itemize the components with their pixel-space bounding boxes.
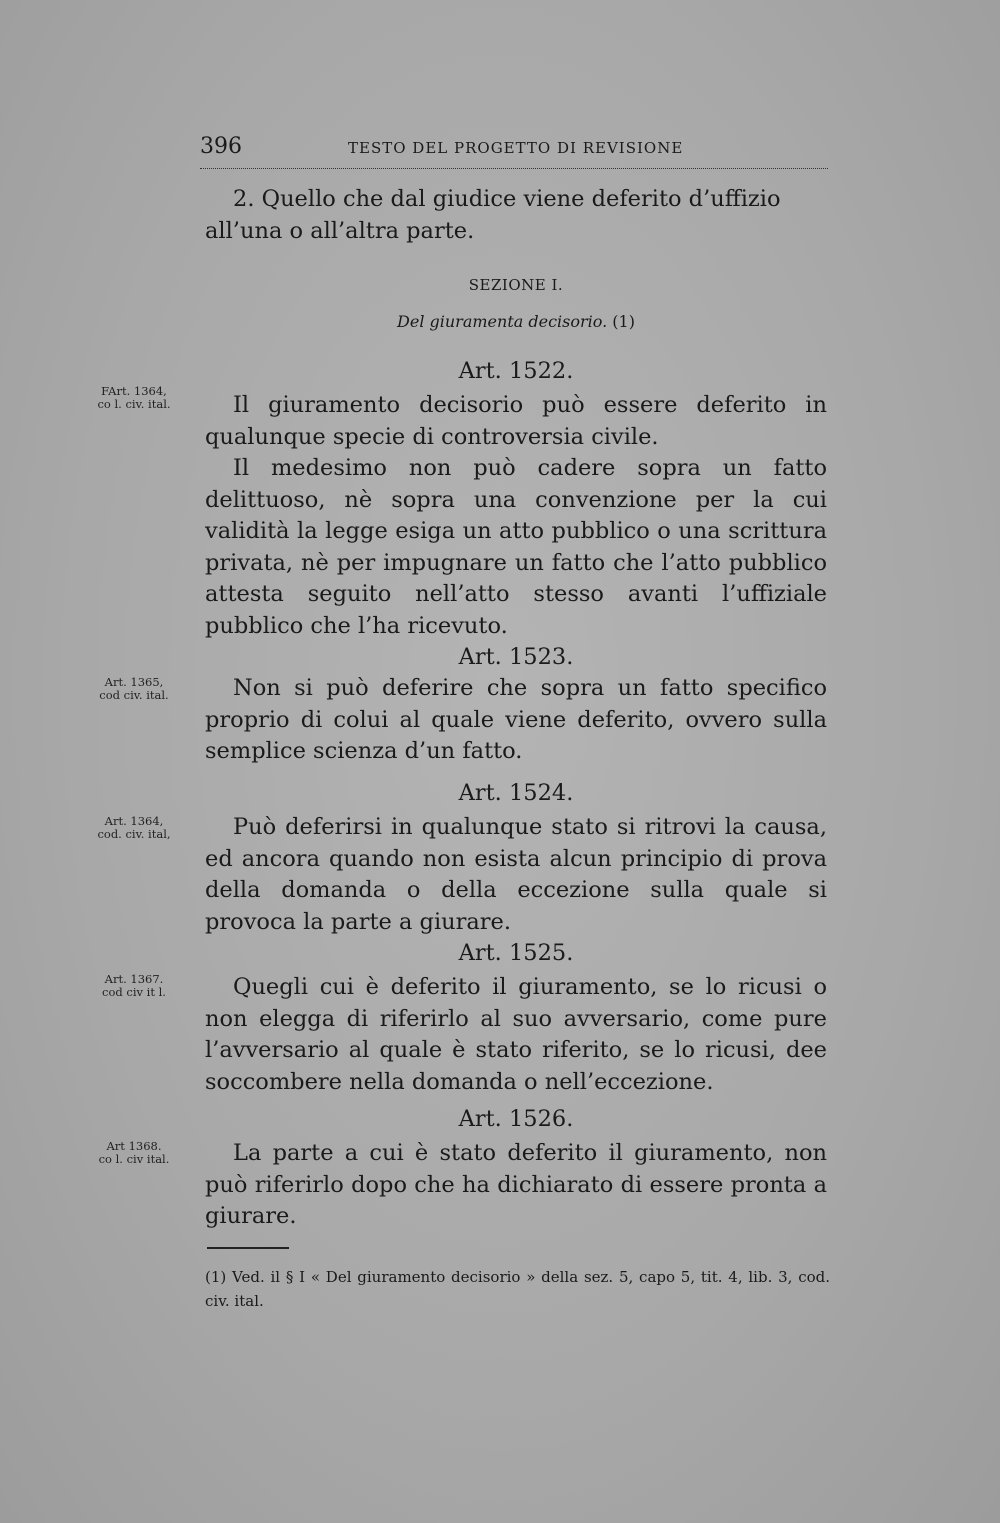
article-heading-1523: Art. 1523.: [458, 644, 574, 670]
paragraph: Può deferirsi in qualunque stato si ritrovi la causa, ed ancora quando non esista alcun principio di prova della domanda o della eccezione sulla quale si provoca la parte a giurare.: [205, 814, 827, 935]
footnote: (1) Ved. il § I « Del giuramento decisorio » della sez. 5, capo 5, tit. 4, lib. 3, cod. civ. ital.: [205, 1268, 830, 1310]
running-title: TESTO DEL PROGETTO DI REVISIONE: [348, 139, 684, 157]
margin-note-line: FArt. 1364,: [101, 384, 167, 398]
paragraph: Il medesimo non può cadere sopra un fatto delittuoso, nè sopra una convenzione per la cui validità la legge esiga un atto pubblico o una scrittura privata, nè per impugnare un fatto che l’atto pubblico attesta seguito nell’atto stesso avanti l’uffiziale pubblico che l’ha ricevuto.: [205, 455, 827, 639]
paragraph: La parte a cui è stato deferito il giuramento, non può riferirlo dopo che ha dichiarato di essere pronta a giurare.: [205, 1140, 827, 1229]
footnote-ref: (1): [612, 312, 635, 331]
section-subtitle-text: Del giuramenta decisorio.: [397, 312, 608, 331]
footnote-rule: [207, 1247, 289, 1249]
paragraph: Il giuramento decisorio può essere deferito in qualunque specie di controversia civile.: [205, 392, 827, 450]
intro-line-1: 2. Quello che dal giudice viene deferito d’uffizio: [233, 186, 781, 212]
article-text-1524: [205, 812, 827, 938]
margin-note-1523: [84, 676, 184, 702]
article-text-1526: [205, 1138, 827, 1233]
article-text-1525: [205, 972, 827, 1098]
margin-note-1522: [84, 385, 184, 411]
margin-note-line: co l. civ ital.: [98, 1152, 170, 1166]
margin-note-1526: [84, 1140, 184, 1166]
margin-note-line: Art. 1364,: [104, 814, 164, 828]
intro-line-2: all’una o all’altra parte.: [205, 217, 475, 244]
paragraph: Quegli cui è deferito il giuramento, se lo ricusi o non elegga di riferirlo al suo avversario, come pure l’avversario al quale è stato riferito, se lo ricusi, dee soccombere nella domanda o nell’eccezione.: [205, 974, 827, 1095]
section-subtitle: [205, 312, 827, 331]
page-header: [200, 134, 830, 164]
article-text-1522: [205, 390, 827, 642]
article-heading-1522: Art. 1522.: [458, 358, 574, 384]
margin-note-line: co l. civ. ital.: [97, 397, 171, 411]
margin-note-line: cod. civ. ital,: [97, 827, 171, 841]
header-rule: [200, 168, 828, 169]
margin-note-1524: [84, 815, 184, 841]
margin-note-line: cod civ it l.: [102, 985, 166, 999]
article-heading-1524: Art. 1524.: [458, 780, 574, 806]
section-title: SEZIONE I.: [468, 276, 564, 294]
paragraph: Non si può deferire che sopra un fatto specifico proprio di colui al quale viene deferito, ovvero sulla semplice scienza d’un fatto.: [205, 675, 827, 764]
intro-item: [205, 184, 827, 247]
margin-note-line: Art. 1367.: [104, 972, 164, 986]
article-text-1523: [205, 673, 827, 768]
margin-note-line: Art. 1365,: [104, 675, 164, 689]
article-heading-1526: Art. 1526.: [458, 1106, 574, 1132]
page-number: 396: [200, 134, 242, 159]
margin-note-line: cod civ. ital.: [99, 688, 169, 702]
article-heading-1525: Art. 1525.: [458, 940, 574, 966]
margin-note-line: Art 1368.: [106, 1139, 162, 1153]
margin-note-1525: [84, 973, 184, 999]
